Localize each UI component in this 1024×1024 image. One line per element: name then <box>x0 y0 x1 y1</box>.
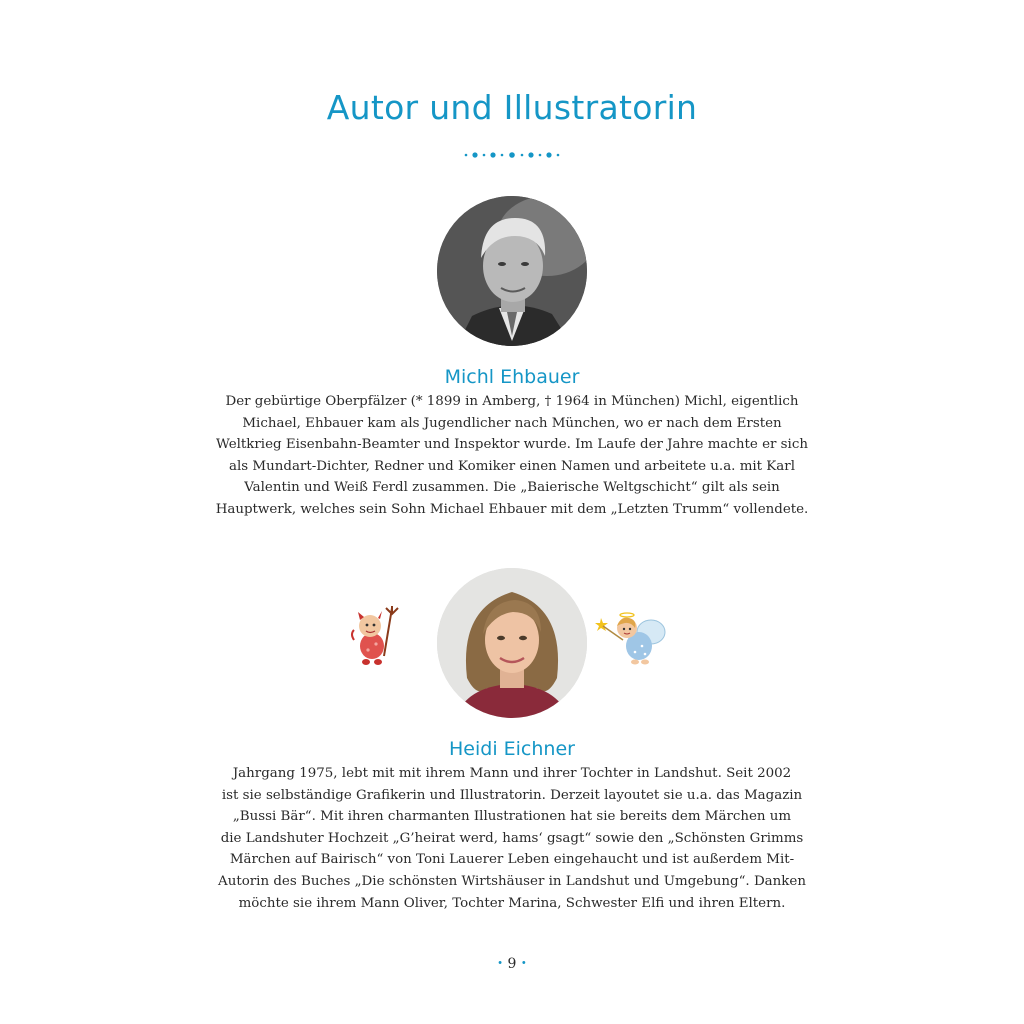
bio-line: die Landshuter Hochzeit „G’heirat werd, hams‘ gsagt“ sowie den „Schönsten Grimms <box>220 830 804 846</box>
bio-line: Märchen auf Bairisch“ von Toni Lauerer Leben eingehaucht und ist außerdem Mit- <box>229 852 795 868</box>
bio-line: als Mundart-Dichter, Redner und Komiker einen Namen und arbeitete u.a. mit Karl <box>229 458 795 474</box>
bio-line: ist sie selbständige Grafikerin und Illustratorin. Derzeit layoutet sie u.a. das Magazin <box>221 787 803 803</box>
author-photo-icon <box>437 196 587 346</box>
page-title: Autor und Illustratorin <box>326 88 698 127</box>
bio-line: möchte sie ihrem Mann Oliver, Tochter Marina, Schwester Elfi und ihren Eltern. <box>238 895 786 911</box>
bio-line: Hauptwerk, welches sein Sohn Michael Ehbauer mit dem „Letzten Trumm“ vollendete. <box>215 501 809 517</box>
dotted-divider-icon <box>462 148 562 162</box>
author-name: Michl Ehbauer <box>444 366 580 388</box>
bio-line: Autorin des Buches „Die schönsten Wirtshäuser in Landshut und Umgebung“. Danken <box>218 873 806 889</box>
devil-illustration-icon <box>348 604 408 670</box>
illustrator-portrait <box>437 568 587 718</box>
author-bio <box>212 391 812 521</box>
illustrator-name: Heidi Eichner <box>449 738 575 760</box>
angel-illustration-icon <box>595 610 675 666</box>
bio-line: Michael, Ehbauer kam als Jugendlicher nach München, wo er nach dem Ersten <box>242 415 782 431</box>
bio-line: Weltkrieg Eisenbahn-Beamter und Inspektor wurde. Im Laufe der Jahre machte er sich <box>216 437 808 453</box>
illustrator-photo-icon <box>437 568 587 718</box>
illustrator-bio <box>212 763 812 914</box>
bio-line: Jahrgang 1975, lebt mit mit ihrem Mann und ihrer Tochter in Landshut. Seit 2002 <box>232 766 792 781</box>
page-number-value: 9 <box>507 956 517 972</box>
bio-line: „Bussi Bär“. Mit ihren charmanten Illustrationen hat sie bereits dem Märchen um <box>232 809 792 825</box>
author-portrait <box>437 196 587 346</box>
bio-line: Valentin und Weiß Ferdl zusammen. Die „Baierische Weltgschicht“ gilt als sein <box>244 480 780 496</box>
page-number <box>0 956 1024 972</box>
page-number-dot-icon: • <box>520 958 527 970</box>
page-number-dot-icon: • <box>497 958 504 970</box>
bio-line: Der gebürtige Oberpfälzer (* 1899 in Amberg, † 1964 in München) Michl, eigentlich <box>225 394 799 409</box>
